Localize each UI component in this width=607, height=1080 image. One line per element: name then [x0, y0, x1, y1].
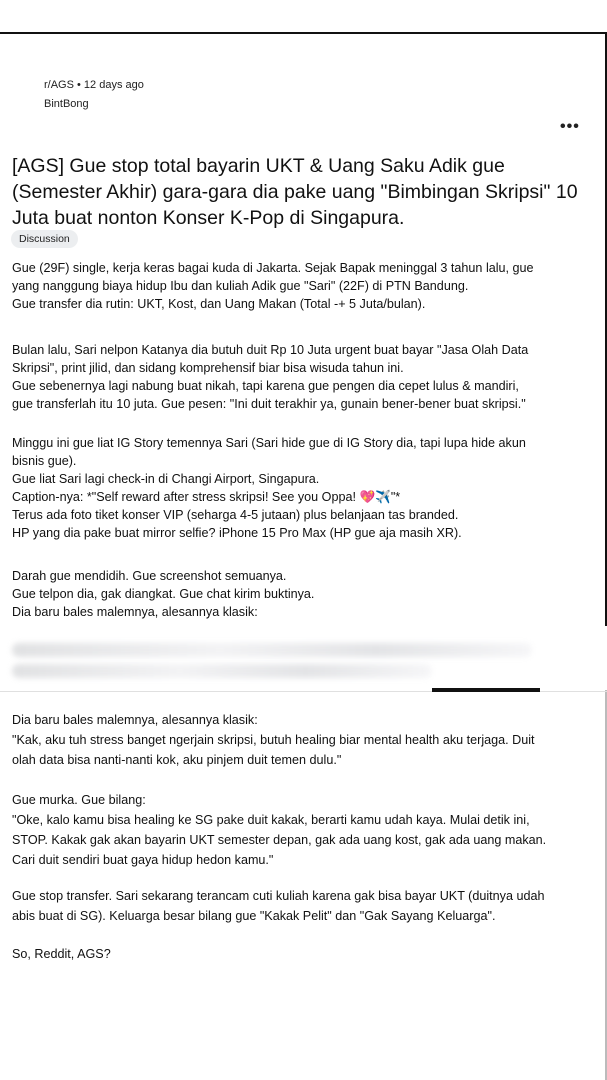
home-indicator-bar [432, 688, 540, 692]
continuation-paragraph-1 [12, 710, 600, 770]
continuation-paragraph-4 [12, 944, 600, 964]
text-line: "Kak, aku tuh stress banget ngerjain skripsi, butuh healing biar mental health aku terjaga. Duit [12, 733, 535, 747]
text-line: Gue sebenernya lagi nabung buat nikah, tapi karena gue pengen dia cepet lulus & mandiri, [12, 379, 519, 393]
text-line: Gue murka. Gue bilang: [12, 793, 146, 807]
text-line: Gue telpon dia, gak diangkat. Gue chat kirim buktinya. [12, 587, 315, 601]
text-line: Skripsi", print jilid, dan sidang komprehensif biar bisa wisuda tahun ini. [12, 361, 404, 375]
text-line: Dia baru bales malemnya, alesannya klasik: [12, 713, 258, 727]
text-line: Terus ada foto tiket konser VIP (seharga 4-5 jutaan) plus belanjaan tas branded. [12, 508, 459, 522]
continuation-paragraph-2 [12, 790, 600, 870]
text-line: HP yang dia pake buat mirror selfie? iPhone 15 Pro Max (HP gue aja masih XR). [12, 526, 462, 540]
post-flair[interactable]: Discussion [11, 230, 78, 248]
post-paragraph-1 [12, 259, 600, 313]
blurred-text-line [12, 643, 532, 657]
text-line: bisnis gue). [12, 454, 77, 468]
text-line: So, Reddit, AGS? [12, 947, 111, 961]
top-border [0, 32, 607, 34]
text-line: Bulan lalu, Sari nelpon Katanya dia butuh duit Rp 10 Juta urgent buat bayar "Jasa Olah Data [12, 343, 529, 357]
blurred-overlap-area [0, 628, 607, 690]
post-paragraph-3 [12, 434, 600, 542]
text-line: Gue stop transfer. Sari sekarang terancam cuti kuliah karena gak bisa bayar UKT (duitnya udah [12, 889, 545, 903]
text-line: yang nanggung biaya hidup Ibu dan kuliah Adik gue "Sari" (22F) di PTN Bandung. [12, 279, 469, 293]
text-line: Caption-nya: *"Self reward after stress skripsi! See you Oppa! 💖✈️"* [12, 490, 401, 504]
text-line: Gue liat Sari lagi check-in di Changi Airport, Singapura. [12, 472, 320, 486]
post-title: [AGS] Gue stop total bayarin UKT & Uang Saku Adik gue (Semester Akhir) gara-gara dia pake uang "Bimbingan Skripsi" 10 Juta buat nonton Konser K-Pop di Singapura. [12, 155, 578, 229]
post-paragraph-2 [12, 341, 600, 413]
text-line: Gue transfer dia rutin: UKT, Kost, dan Uang Makan (Total -+ 5 Juta/bulan). [12, 297, 426, 311]
continuation-paragraph-3 [12, 886, 600, 926]
text-line: abis buat di SG). Keluarga besar bilang gue "Kakak Pelit" dan "Gak Sayang Keluarga". [12, 909, 496, 923]
text-line: Cari duit sendiri buat gaya hidup hedon kamu." [12, 853, 274, 867]
text-line: gue transferlah itu 10 juta. Gue pesen: "Ini duit terakhir ya, gunain bener-bener buat skripsi." [12, 397, 526, 411]
post-meta [44, 78, 144, 112]
more-options-icon[interactable]: ••• [560, 118, 580, 135]
text-line: Gue (29F) single, kerja keras bagai kuda di Jakarta. Sejak Bapak meninggal 3 tahun lalu, gue [12, 261, 534, 275]
text-line: olah data bisa nanti-nanti kok, aku pinjem duit temen dulu." [12, 753, 342, 767]
subreddit-time[interactable]: r/AGS • 12 days ago [44, 79, 144, 91]
blurred-text-line [12, 664, 432, 678]
text-line: Dia baru bales malemnya, alesannya klasik: [12, 605, 258, 619]
text-line: STOP. Kakak gak akan bayarin UKT semester depan, gak ada uang kost, gak ada uang makan. [12, 833, 547, 847]
text-line: Minggu ini gue liat IG Story temennya Sari (Sari hide gue di IG Story dia, tapi lupa hide akun [12, 436, 526, 450]
text-line: Darah gue mendidih. Gue screenshot semuanya. [12, 569, 287, 583]
post-author[interactable]: BintBong [44, 98, 89, 110]
post-paragraph-4 [12, 567, 600, 621]
text-line: "Oke, kalo kamu bisa healing ke SG pake duit kakak, berarti kamu udah kaya. Mulai detik ini, [12, 813, 530, 827]
